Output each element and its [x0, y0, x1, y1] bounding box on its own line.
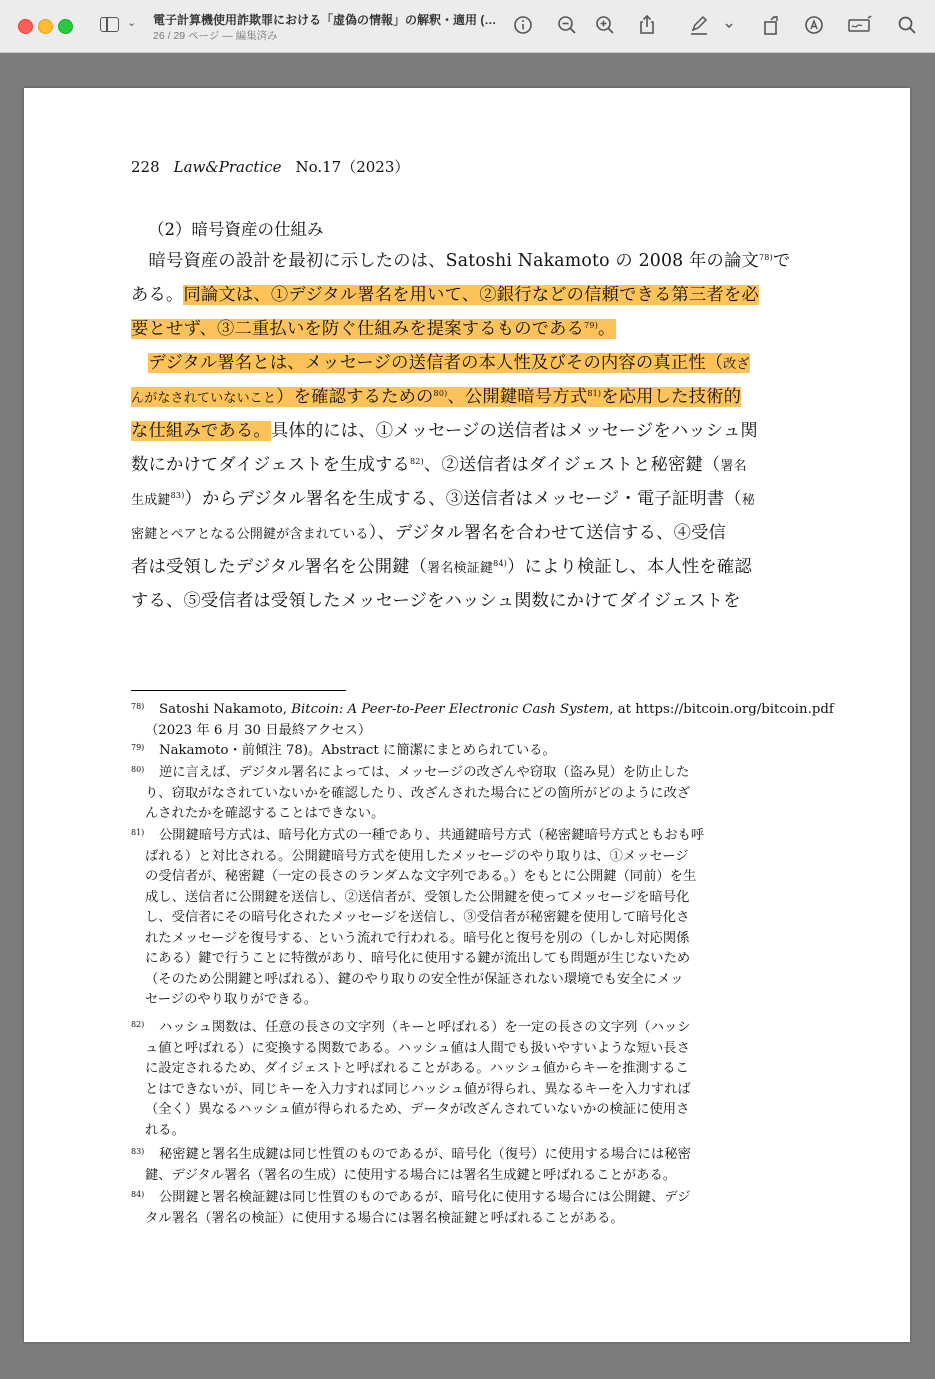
footnote-80: 80) 逆に言えば、デジタル署名によっては、メッセージの改ざんや窃取（盗み見）を防止した り、窃取がなされていないかを確認したり、改ざんされた場合にどの箇所がどのように改ざ んされたかを確認することはできない。	[131, 765, 691, 821]
highlighted-text[interactable]: デジタル署名とは、メッセージの送信者の本人性及びその内容の真正性（改ざ	[148, 353, 750, 373]
body-line	[131, 380, 803, 414]
highlighted-text[interactable]: んがなされていないこと）を確認するための$^{80)}$、公開鍵暗号方式$^{81)}$を応用した技術的	[131, 387, 742, 407]
pdf-page	[24, 88, 910, 1342]
zoom-in-icon	[593, 13, 617, 37]
markup-button[interactable]	[802, 13, 826, 37]
sidebar-toggle-button[interactable]	[100, 16, 144, 36]
window-titlebar	[0, 0, 935, 53]
highlight-button[interactable]	[687, 13, 711, 37]
page-number: 228	[131, 158, 160, 176]
footnote-ref[interactable]: 81)	[587, 389, 602, 398]
journal-volume: No.17（2023）	[295, 158, 410, 176]
highlighted-text[interactable]: 同論文は、①デジタル署名を用いて、②銀行などの信頼できる第三者を必	[183, 285, 759, 305]
footnote-divider	[131, 690, 346, 691]
body-line: 密鍵とペアとなる公開鍵が含まれている）、デジタル署名を合わせて送信する、④受信	[131, 523, 727, 543]
body-line	[131, 312, 803, 346]
maximize-window-button[interactable]	[58, 19, 73, 34]
footnote-83: 83) 秘密鍵と署名生成鍵は同じ性質のものであるが、暗号化（復号）に使用する場合には秘密 鍵、デジタル署名（署名の生成）に使用する場合には署名生成鍵と呼ばれることがある。	[131, 1147, 691, 1183]
document-subtitle: 26 / 29 ページ — 編集済み	[153, 30, 278, 42]
body-line: ある。同論文は、①デジタル署名を用いて、②銀行などの信頼できる第三者を必	[131, 285, 759, 305]
share-button[interactable]	[635, 13, 659, 37]
footnote-ref[interactable]: 83)	[170, 491, 185, 500]
footnote-ref[interactable]: 79)	[584, 321, 599, 330]
body-line: する、⑤受信者は受領したメッセージをハッシュ関数にかけてダイジェストを	[131, 591, 741, 611]
footnote-ref[interactable]: 84)	[493, 559, 508, 568]
close-window-button[interactable]	[18, 19, 33, 34]
footnote-79: 79) Nakamoto・前傾注 78)。Abstract に簡潔にまとめられている。	[131, 743, 556, 758]
body-line: 暗号資産の設計を最初に示したのは、Satoshi Nakamoto の 2008 年の論文$^{78)}$で	[131, 251, 791, 271]
footnote-ref[interactable]: 80)	[433, 389, 448, 398]
rotate-icon	[760, 13, 784, 37]
signature-icon	[846, 13, 874, 37]
body-line: な仕組みである。具体的には、①メッセージの送信者はメッセージをハッシュ関	[131, 421, 758, 441]
highlighted-text[interactable]: な仕組みである。	[131, 421, 271, 441]
search-icon	[895, 13, 919, 37]
zoom-out-icon	[555, 13, 579, 37]
signature-button[interactable]	[846, 13, 874, 37]
highlighted-text[interactable]: 要とせず、③二重払いを防ぐ仕組みを提案するものである$^{79)}$。	[131, 319, 616, 339]
search-button[interactable]	[895, 13, 919, 37]
rotate-button[interactable]	[760, 13, 784, 37]
info-icon	[511, 13, 535, 37]
chevron-down-icon	[722, 13, 736, 37]
markup-icon	[802, 13, 826, 37]
highlight-pen-icon	[687, 13, 711, 37]
footnote-84: 84) 公開鍵と署名検証鍵は同じ性質のものであるが、暗号化に使用する場合には公開鍵、デジ タル署名（署名の検証）に使用する場合には署名検証鍵と呼ばれることがある。	[131, 1190, 691, 1226]
footnote-ref[interactable]: 78)	[758, 253, 773, 262]
zoom-in-button[interactable]	[593, 13, 617, 37]
minimize-window-button[interactable]	[38, 19, 53, 34]
footnote-82: 82) ハッシュ関数は、任意の長さの文字列（キーと呼ばれる）を一定の長さの文字列（ハッシ ュ値と呼ばれる）に変換する関数である。ハッシュ値は人間でも扱いやすいような短い長さ に設定されるため、ダイジェストと呼ばれることがある。ハッシュ値からキーを推測するこ とはできないが、同じキーを入力すれば同じハッシュ値が得られ、異なるキーを入力すれば （全く）異なるハッシュ値が得られるため、データが改ざんされていないかの検証に使用さ れる。	[131, 1020, 691, 1138]
body-line	[131, 346, 803, 380]
sidebar-icon	[100, 17, 119, 32]
chevron-down-icon: ⌄	[127, 17, 137, 29]
body-line: 数にかけてダイジェストを生成する$^{82)}$、②送信者はダイジェストと秘密鍵（署名	[131, 455, 747, 475]
running-header	[131, 156, 409, 177]
footnote-78: 78) Satoshi Nakamoto, Bitcoin: A Peer-to-Peer Electronic Cash System, at https://bitcoin.org/bitcoin.pdf （2023 年 6 月 30 日最終アクセス）	[131, 702, 834, 738]
footnote-81: 81) 公開鍵暗号方式は、暗号化方式の一種であり、共通鍵暗号方式（秘密鍵暗号方式ともおも呼 ばれる）と対比される。公開鍵暗号方式を使用したメッセージのやり取りは、①メッセージ の受信者が、秘密鍵（一定の長さのランダムな文字列である。）をもとに公開鍵（同前）を生 成し、送信者に公開鍵を送信し、②送信者が、受領した公開鍵を使ってメッセージを暗号化 し、受信者にその暗号化されたメッセージを送信し、③受信者が秘密鍵を使用して暗号化さ れたメッセージを復号する、という流れで行われる。暗号化と復号を別の（しかし対応関係 にある）鍵で行うことに特徴があり、暗号化に使用する鍵が流出しても問題が生じないため （そのため公開鍵と呼ばれる）、鍵のやり取りの安全性が保証されない環境でも安全にメッ セージのやり取りができる。	[131, 828, 705, 1007]
document-title: 電子計算機使用詐欺罪における「虚偽の情報」の解釈・適用 (…	[153, 13, 497, 27]
footnote-ref[interactable]: 82)	[410, 457, 424, 466]
info-button[interactable]	[511, 13, 535, 37]
body-line: 生成鍵$^{83)}$）からデジタル署名を生成する、③送信者はメッセージ・電子証明書（秘	[131, 489, 756, 509]
zoom-out-button[interactable]	[555, 13, 579, 37]
share-icon	[635, 13, 659, 37]
section-heading: （2）暗号資産の仕組み	[148, 220, 324, 239]
journal-title: Law&Practice	[173, 158, 282, 176]
body-line: 者は受領したデジタル署名を公開鍵（署名検証鍵$^{84)}$）により検証し、本人性を確認	[131, 557, 752, 577]
highlight-menu-button[interactable]	[722, 13, 736, 37]
